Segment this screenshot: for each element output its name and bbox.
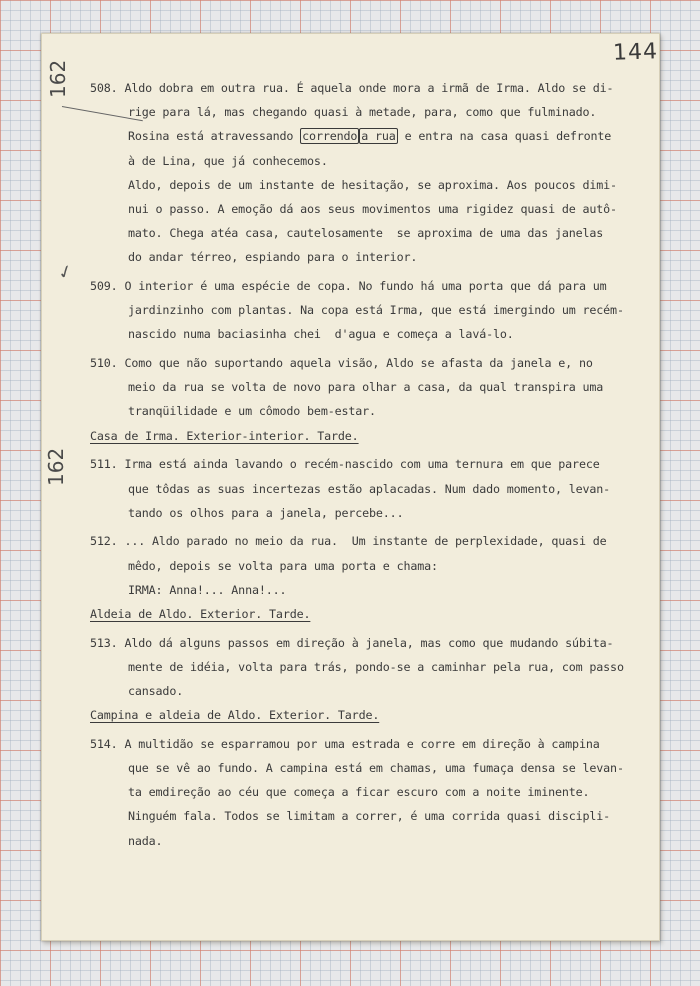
scene-line: nascido numa baciasinha chei d'agua e começa a lavá-lo. [128,327,514,342]
scene-line: mêdo, depois se volta para uma porta e chama: [128,558,438,573]
line-text: A multidão se esparramou por uma estrada e corre em direção à campina [124,736,600,751]
circled-word: a rua [361,129,396,144]
line-text: Como que não suportando aquela visão, Aldo se afasta da janela e, no [124,356,593,371]
scene-number: 508. [90,81,118,95]
scene-line [90,732,650,756]
scene-line: nada. [128,833,163,848]
scene-number: 514. [90,736,118,751]
scene-heading [90,703,650,727]
scene-number: 509. [90,279,118,293]
scene-line: à de Lina, que já conhecemos. [128,153,328,168]
scene-line [90,124,650,148]
heading-text: Aldeia de Aldo. Exterior. Tarde. [90,606,311,621]
page-number: 144 [612,39,659,66]
scene-line: mato. Chega atéa casa, cautelosamente se aproxima de uma das janelas [128,226,604,241]
scene-line: ta emdireção ao céu que começa a ficar escuro com a noite iminente. [128,785,590,800]
heading-text: Campina e aldeia de Aldo. Exterior. Tarde. [90,708,380,723]
scene-line [90,76,650,100]
scene-line [90,274,650,298]
scene-line: nui o passo. A emoção dá aos seus movimentos uma rigidez quasi de autô- [128,201,617,216]
scene-line: tando os olhos para a janela, percebe... [128,505,404,520]
scene-line: Ninguém fala. Todos se limitam a correr, é uma corrida quasi discipli- [128,809,611,824]
scene-line: tranqüilidade e um cômodo bem-estar. [128,404,376,419]
line-text: Rosina está atravessando [128,129,294,144]
line-text: e entra na casa quasi defronte [404,129,612,144]
scene-number: 513. [90,635,118,650]
scene-line: mente de idéia, volta para trás, pondo-se a caminhar pela rua, com passo [128,659,624,674]
script-text [90,76,650,853]
scene-number: 510. [90,356,118,371]
scene-heading [90,602,650,626]
scene-number: 511. [90,457,118,472]
scene-line: que se vê ao fundo. A campina está em chamas, uma fumaça densa se levan- [128,761,624,776]
scene-number: 512. [90,534,118,549]
margin-number-middle: 162 [44,447,68,486]
scene-line: cansado. [128,684,184,698]
line-text: Irma está ainda lavando o recém-nascido com uma ternura em que parece [124,457,600,472]
line-text: Aldo dobra em outra rua. É aquela onde mora a irmã de Irma. Aldo se di- [124,81,614,95]
scene-line: meio da rua se volta de novo para olhar a casa, da qual transpira uma [128,380,604,395]
scene-line: Aldo, depois de um instante de hesitação, se aproxima. Aos poucos dimi- [128,177,617,192]
scene-line: que tôdas as suas incertezas estão aplacadas. Num dado momento, levan- [128,481,611,496]
heading-text: Casa de Irma. Exterior-interior. Tarde. [90,428,359,443]
scene-line [90,351,650,375]
scene-line [90,452,650,476]
scene-line [90,529,650,553]
margin-number-top: 162 [46,59,70,98]
line-text: Aldo dá alguns passos em direção à janela, mas como que mudando súbita- [124,635,614,650]
scene-line: do andar térreo, espiando para o interior. [128,250,418,265]
scene-line: jardinzinho com plantas. Na copa está Irma, que está imergindo um recém- [128,303,624,318]
dialogue-line: IRMA: Anna!... Anna!... [128,582,287,597]
line-text: ... Aldo parado no meio da rua. Um instante de perplexidade, quasi de [124,534,607,549]
line-text: O interior é uma espécie de copa. No fundo há uma porta que dá para um [124,279,607,293]
margin-check-mark: ✓ [54,260,77,285]
scene-heading [90,424,650,448]
scene-line: rige para lá, mas chegando quasi à metade, para, como que fulminado. [128,105,597,120]
scene-line [90,631,650,655]
circled-word: correndo [302,129,358,144]
